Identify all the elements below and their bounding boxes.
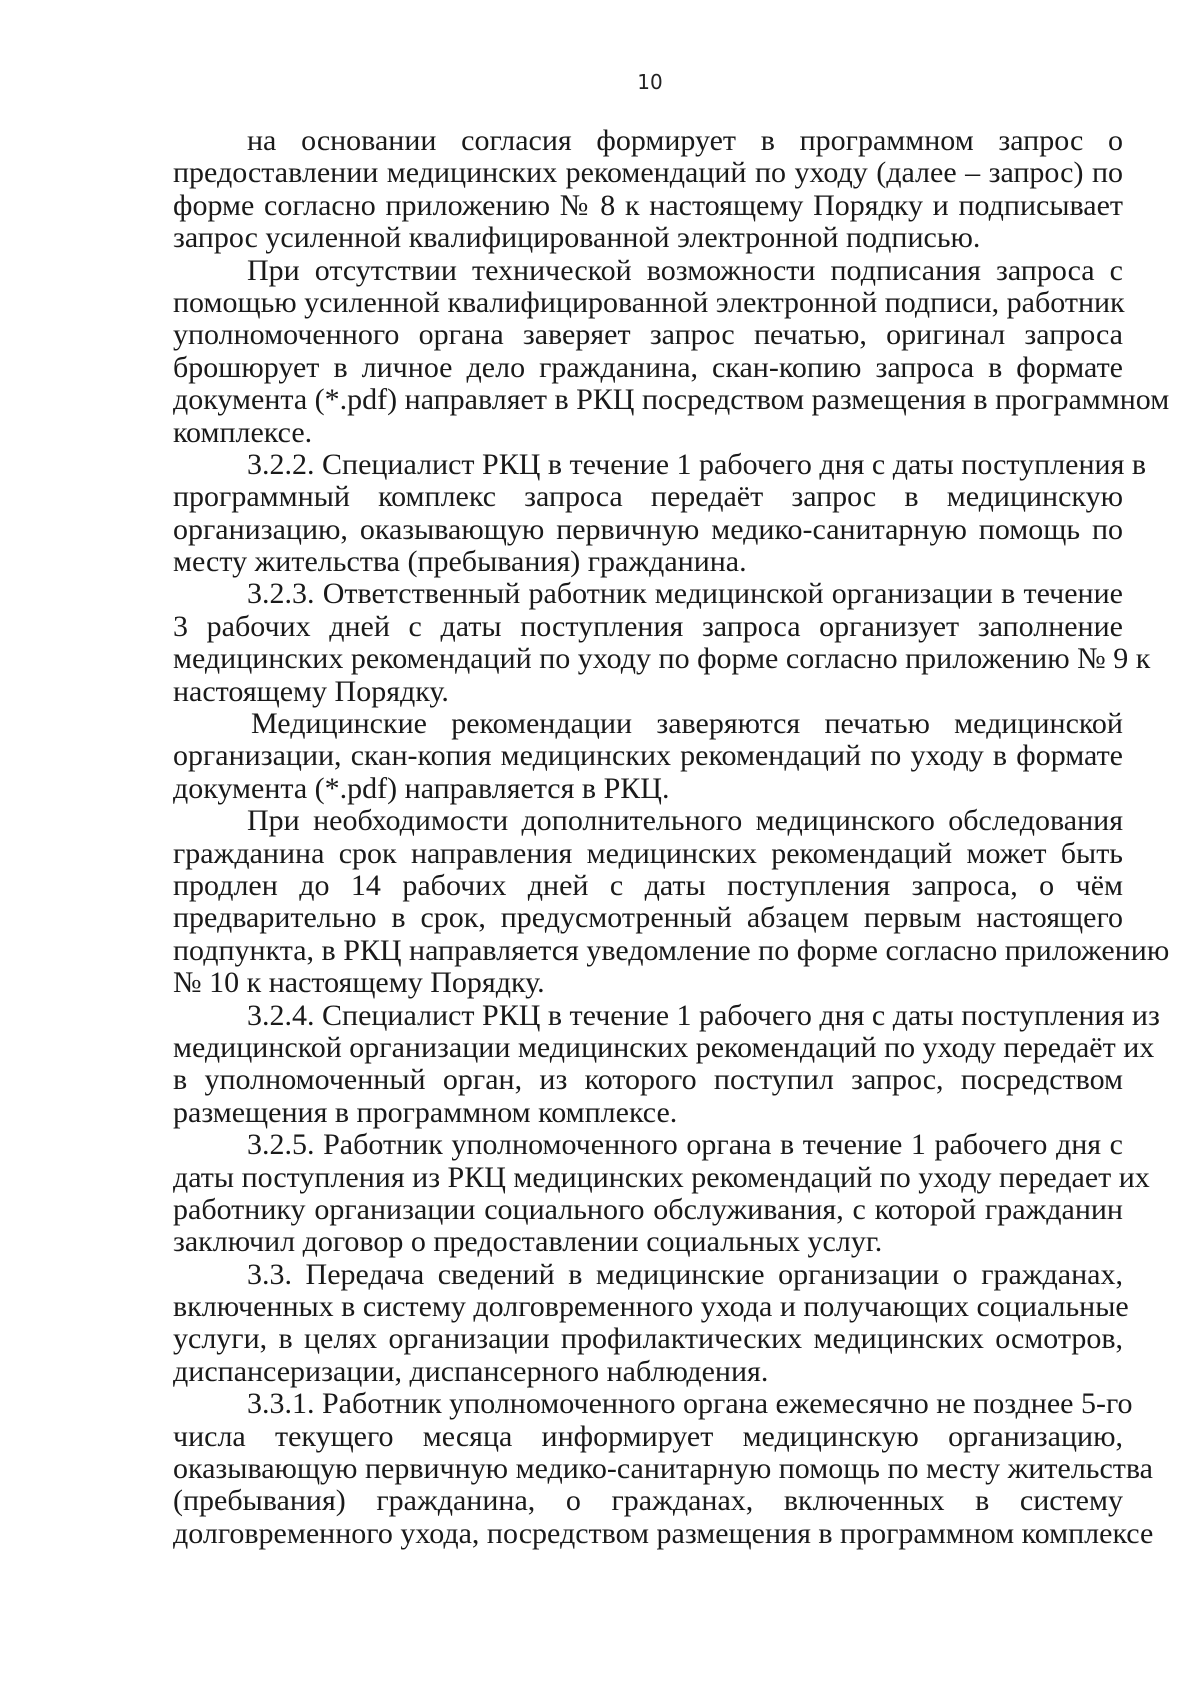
text-line: в уполномоченный орган, из которого поступил запрос, посредством [173, 1063, 1123, 1097]
document-body [173, 124, 1170, 1550]
text-line: форме согласно приложению № 8 к настоящему Порядку и подписывает [173, 188, 1123, 222]
text-line: предварительно в срок, предусмотренный абзацем первым настоящего [173, 901, 1123, 935]
text-line: брошюрует в личное дело гражданина, скан-копию запроса в формате [173, 350, 1123, 384]
text-line: размещения в программном комплексе. [173, 1095, 678, 1129]
text-line: комплексе. [173, 415, 313, 449]
paragraph-9 [173, 1257, 1129, 1389]
text-line: медицинской организации медицинских рекомендаций по уходу передаёт их [173, 1030, 1155, 1064]
text-line: При необходимости дополнительного медицинского обследования [247, 804, 1123, 838]
text-line: № 10 к настоящему Порядку. [173, 966, 545, 1000]
text-line: включенных в систему долговременного ухода и получающих социальные [173, 1290, 1129, 1324]
paragraph-7 [173, 998, 1160, 1130]
text-line: диспансеризации, диспансерного наблюдения. [173, 1354, 769, 1388]
text-line: документа (*.pdf) направляется в РКЦ. [173, 771, 670, 805]
paragraph-10 [173, 1387, 1154, 1550]
paragraph-3 [173, 447, 1147, 579]
text-line: подпункта, в РКЦ направляется уведомление по форме согласно приложению [173, 933, 1170, 967]
text-line: Медицинские рекомендации заверяются печатью медицинской [251, 707, 1123, 741]
text-line: организации, скан-копия медицинских рекомендаций по уходу в формате [173, 739, 1123, 773]
text-line: 3.2.4. Специалист РКЦ в течение 1 рабочего дня с даты поступления из [247, 998, 1160, 1032]
text-line: 3.3.1. Работник уполномоченного органа ежемесячно не позднее 5-го [247, 1387, 1133, 1421]
text-line: настоящему Порядку. [173, 674, 449, 708]
text-line: месту жительства (пребывания) гражданина. [173, 545, 747, 579]
text-line: помощью усиленной квалифицированной электронной подписи, работник [173, 285, 1125, 319]
paragraph-8 [173, 1128, 1150, 1259]
text-line: заключил договор о предоставлении социальных услуг. [173, 1225, 883, 1259]
text-line: 3 рабочих дней с даты поступления запроса организует заполнение [173, 609, 1123, 643]
text-line: услуги, в целях организации профилактических медицинских осмотров, [173, 1322, 1123, 1356]
text-line: продлен до 14 рабочих дней с даты поступления запроса, о чём [173, 868, 1123, 902]
text-line: При отсутствии технической возможности подписания запроса с [247, 253, 1123, 287]
text-line: 3.2.3. Ответственный работник медицинской организации в течение [247, 577, 1123, 611]
text-line: документа (*.pdf) направляет в РКЦ посредством размещения в программном [173, 383, 1170, 417]
paragraph-6 [173, 804, 1170, 1000]
paragraph-5 [173, 708, 1123, 805]
text-line: (пребывания) гражданина, о гражданах, включенных в систему [173, 1484, 1123, 1518]
text-line: организацию, оказывающую первичную медико-санитарную помощь по [173, 512, 1123, 546]
paragraph-4 [173, 577, 1151, 708]
text-line: предоставлении медицинских рекомендаций по уходу (далее – запрос) по [173, 156, 1123, 190]
page-number: 10 [637, 70, 663, 94]
text-line: гражданина срок направления медицинских рекомендаций может быть [173, 836, 1123, 870]
text-line: числа текущего месяца информирует медицинскую организацию, [173, 1419, 1123, 1453]
text-line: оказывающую первичную медико-санитарную помощь по месту жительства [173, 1452, 1153, 1486]
text-line: даты поступления из РКЦ медицинских рекомендаций по уходу передает их [173, 1160, 1150, 1194]
text-line: долговременного ухода, посредством размещения в программном комплексе [173, 1516, 1154, 1550]
text-line: 3.2.2. Специалист РКЦ в течение 1 рабочего дня с даты поступления в [247, 447, 1147, 481]
text-line: программный комплекс запроса передаёт запрос в медицинскую [173, 480, 1123, 514]
paragraph-1 [173, 125, 1123, 255]
text-line: медицинских рекомендаций по уходу по форме согласно приложению № 9 к [173, 642, 1151, 676]
text-line: на основании согласия формирует в программном запрос о [247, 124, 1123, 157]
text-line: 3.2.5. Работник уполномоченного органа в течение 1 рабочего дня с [247, 1128, 1123, 1162]
paragraph-2 [173, 253, 1170, 449]
text-line: уполномоченного органа заверяет запрос печатью, оригинал запроса [173, 318, 1123, 352]
text-line: работнику организации социального обслуживания, с которой гражданин [173, 1192, 1123, 1226]
text-line: запрос усиленной квалифицированной электронной подписью. [173, 221, 981, 255]
text-line: 3.3. Передача сведений в медицинские организации о гражданах, [247, 1257, 1123, 1291]
